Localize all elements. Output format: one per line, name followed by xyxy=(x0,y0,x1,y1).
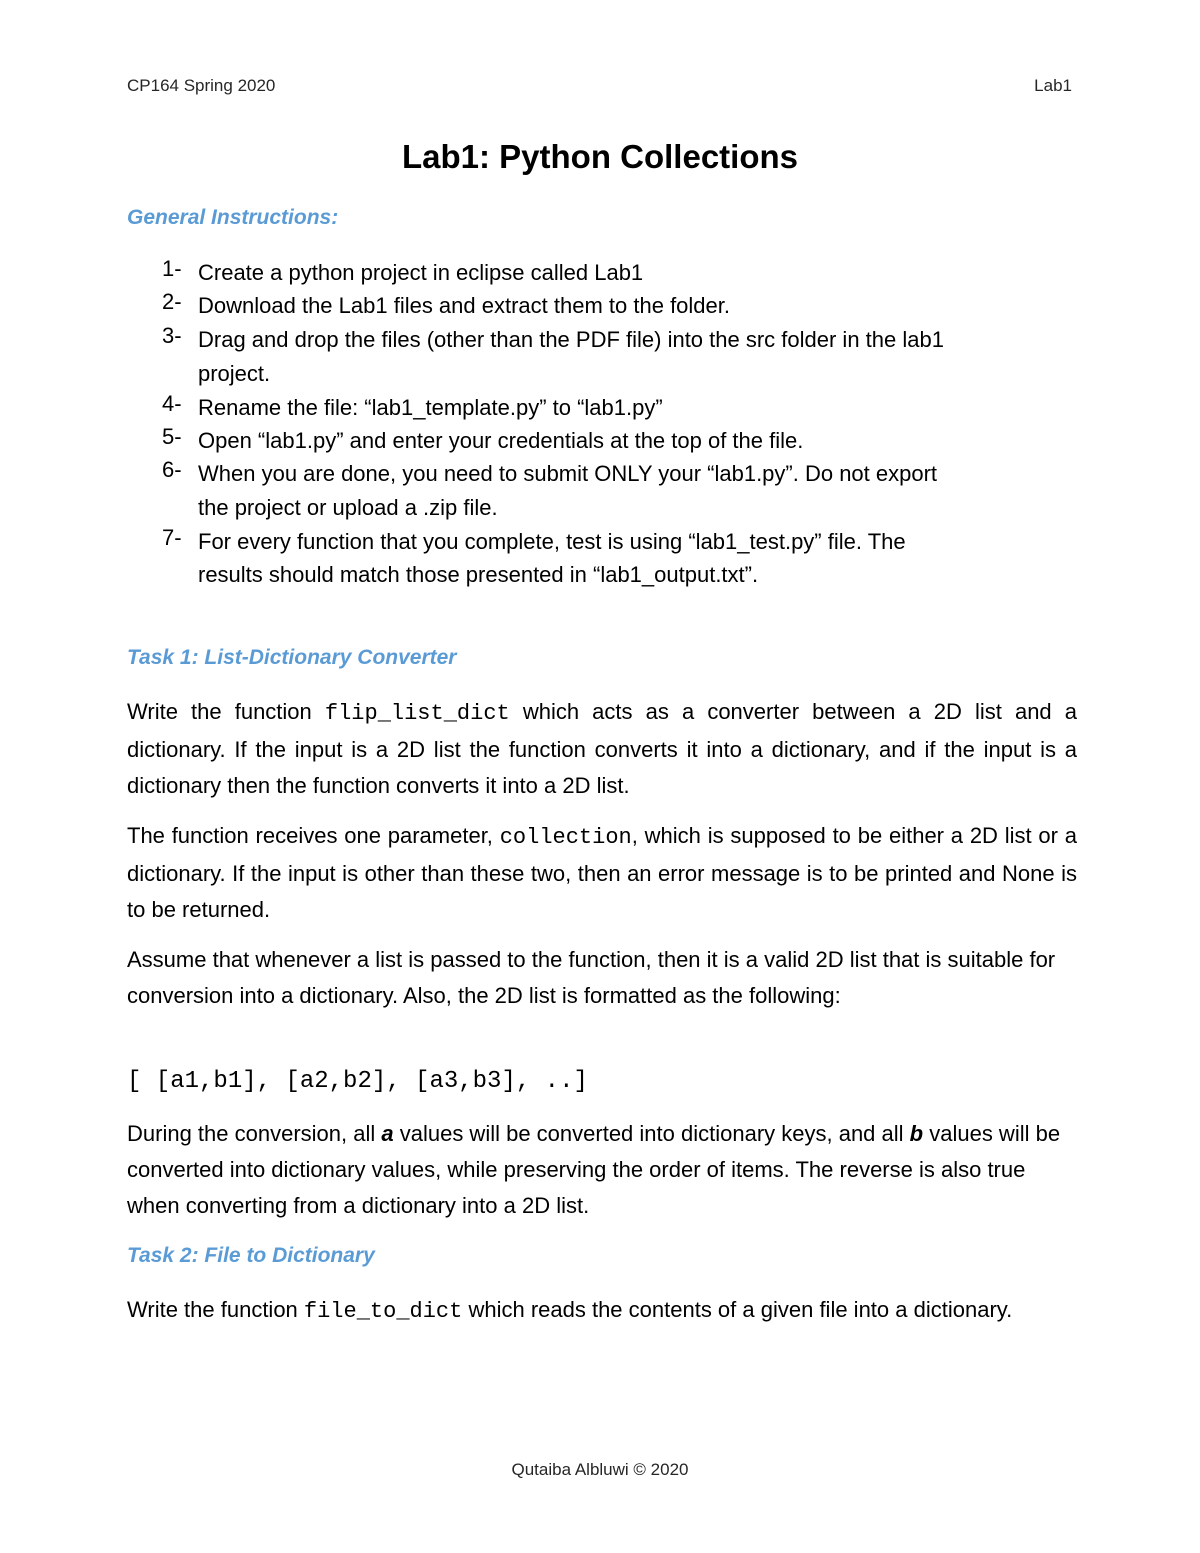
general-instructions-heading: General Instructions: xyxy=(127,206,339,229)
list-item-number: 7- xyxy=(162,525,182,550)
list-item-text-continued: project. xyxy=(198,361,271,386)
list-item-number: 5- xyxy=(162,424,182,449)
task1-p1-text: Write the function xyxy=(127,699,325,724)
emphasis-a: a xyxy=(381,1121,394,1146)
list-item-text: When you are done, you need to submit ONLY your “lab1.py”. Do not export xyxy=(198,461,938,486)
function-name-code: file_to_dict xyxy=(303,1299,463,1324)
list-item-number: 6- xyxy=(162,457,182,482)
header-course: CP164 Spring 2020 xyxy=(127,76,276,95)
page-footer: Qutaiba Albluwi © 2020 xyxy=(511,1460,689,1479)
task1-paragraph-2 xyxy=(127,818,1077,928)
task1-paragraph-4 xyxy=(127,1116,1077,1224)
list-item-text: Rename the file: “lab1_template.py” to “lab1.py” xyxy=(198,395,663,420)
task2-paragraph-1 xyxy=(127,1292,1077,1330)
list-item-text: Download the Lab1 files and extract them to the folder. xyxy=(198,293,730,318)
task2-p1-text: Write the function xyxy=(127,1297,304,1322)
list-item-text-continued: results should match those presented in “lab1_output.txt”. xyxy=(198,562,759,587)
emphasis-b: b xyxy=(909,1121,924,1146)
task2-p1-text: which reads the contents of a given file into a dictionary. xyxy=(462,1297,1013,1322)
list-item-text: Open “lab1.py” and enter your credentials at the top of the file. xyxy=(198,428,804,453)
task1-paragraph-1 xyxy=(127,694,1077,804)
task1-paragraph-3: Assume that whenever a list is passed to the function, then it is a valid 2D list that is suitable for conversion into a dictionary. Also, the 2D list is formatted as the following: xyxy=(127,947,1056,1008)
function-name-code: flip_list_dict xyxy=(324,701,510,726)
list-item-number: 2- xyxy=(162,289,182,314)
page-title: Lab1: Python Collections xyxy=(401,138,799,175)
task1-p4-text: values will be converted into dictionary values, while preserving the order of items. The reverse is also true when converting from a dictionary into a 2D list. xyxy=(127,1121,1061,1218)
list-item-number: 1- xyxy=(162,256,182,281)
list-item-text: Drag and drop the files (other than the PDF file) into the src folder in the lab1 xyxy=(198,327,944,352)
task1-p2-text: The function receives one parameter, xyxy=(127,823,500,848)
task1-heading: Task 1: List-Dictionary Converter xyxy=(127,646,457,669)
task1-p4-text: During the conversion, all xyxy=(127,1121,382,1146)
task2-heading: Task 2: File to Dictionary xyxy=(127,1244,375,1267)
task1-p2-text: , which is supposed to be either a 2D list or a dictionary. If the input is other than these two, then an error message is to be printed and None is to be returned. xyxy=(127,823,1077,922)
list-item-text: Create a python project in eclipse called Lab1 xyxy=(198,260,644,285)
header-lab: Lab1 xyxy=(1034,76,1072,95)
code-example: [ [a1,b1], [a2,b2], [a3,b3], ..] xyxy=(127,1068,588,1095)
task1-p4-text: values will be converted into dictionary keys, and all xyxy=(393,1121,910,1146)
list-item-number: 3- xyxy=(162,323,182,348)
parameter-name-code: collection xyxy=(499,825,632,850)
list-item-text-continued: the project or upload a .zip file. xyxy=(198,495,498,520)
list-item-number: 4- xyxy=(162,391,182,416)
task1-p1-text: which acts as a converter between a 2D list and a dictionary. If the input is a 2D list the function converts it into a dictionary, and if the input is a dictionary then the function converts it into a 2D list. xyxy=(127,699,1078,798)
list-item-text: For every function that you complete, test is using “lab1_test.py” file. The xyxy=(198,529,906,554)
